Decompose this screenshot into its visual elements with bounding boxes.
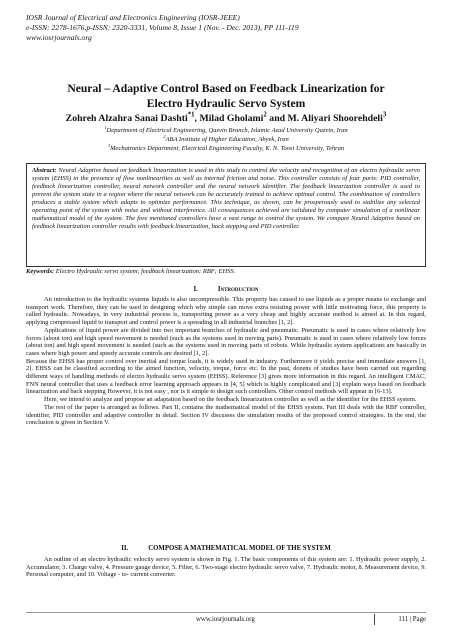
affiliation-2-mark: 2 (163, 133, 166, 139)
paragraph: An introduction to the hydraulic systems liquids is also uncompressible. This property has caused to use liquids as a proper means to exchange and transport work. Therefore, they can be used in designing which why simple can move extra resisting power with little motivating force, this property is called hydraulic. Nowadays, in very industrial process is, transporting power as a very cheap and highly accurate method is aimed at. In this regard, applying compressed liquid to transport and control power is a spreading in all industrial branches [1, 2]. (26, 296, 426, 327)
page-number: 111 | Page (398, 616, 426, 623)
affiliation-2-text: ABA Institute of Higher Education, Abyek, Iran (165, 136, 289, 143)
author-3: and M. Aliyari Shoorehdeli (266, 113, 383, 124)
section-1-heading (26, 286, 426, 294)
journal-header (26, 13, 426, 43)
section-2-heading (26, 545, 426, 553)
affiliation-3-mark: 3 (107, 142, 111, 148)
paragraph: The rest of the paper is arranged as follows. Part II, contains the mathematical model of the EHSS system. Part III deals with the RBF controller, identifier, PID controller and adaptive controller in detail. Section IV discusses the simulation results of the proposed control strategies. In the end, the conclusion is given in Section V. (26, 403, 426, 427)
section-2-number: II. (121, 545, 129, 552)
footer-rule (26, 612, 426, 613)
affiliation-1-mark: 1 (104, 124, 107, 130)
section-1-number: I. (193, 286, 198, 293)
keywords-text: Electro Hydraulic servo system; feedback linearization; RBF; EHSS. (54, 268, 236, 275)
author-3-mark: 3 (382, 111, 387, 119)
journal-name: IOSR Journal of Electrical and Electronics Engineering (IOSR-JEEE) (26, 13, 240, 22)
affiliation-3 (26, 142, 426, 153)
affiliation-1 (26, 124, 426, 135)
paragraph: Here, we intend to analyze and propose an adaptation based on the feedback linearization controller as well as the identifier for the EHSS system. (44, 396, 417, 404)
section-2-title: COMPOSE A MATHEMATICAL MODEL OF THE SYSTEM (148, 545, 331, 552)
section-1-body (26, 296, 426, 427)
abstract-label: Abstract: (32, 167, 57, 174)
journal-url[interactable]: www.iosrjournals.org (26, 33, 92, 42)
author-1: Zohreh Alzahra Sanai Dashti (65, 113, 188, 124)
journal-issn: e-ISSN: 2278-1676,p-ISSN: 2320-3331, Volume 8, Issue 1 (Nov. - Dec. 2013), PP 111-119 (26, 23, 299, 32)
abstract-text: Neural Adaptive based on feedback linearization is used in this study to control the velocity and recognition of an electro hydraulic servo system (EHSS) in the presence of flow nonlinearities as well as internal friction and noise. This controller consists of four parts: PID controller, feedback linearization controller, neural network controller and the neural network identifier. The feedback linearization controller is used to prevent the system state in a region where the neural network can be accurately trained to achieve optimal control. The combination of controllers produces a stable system which adapts to optimize performance. This technique, as shown, can be prosperously used to stabilize any selected operating point of the system with noise and without interference. All consequences achieved are validated by computer simulation of a nonlinear mathematical model of the system. The fore mentioned controllers have a vast range to control the system. We compare Neural Adaptive based on feedback linearization controller results with feedback linearization, back stepping and PID controller. (32, 167, 420, 230)
keywords (26, 268, 426, 276)
author-2: , Milad Gholami (194, 113, 264, 124)
footer-url[interactable]: www.iosrjournals.org (196, 616, 255, 623)
affiliation-3-text: Mechatronics Department, Electrical Engineering Faculty, K. N. Toosi University, Tehran (110, 145, 345, 152)
section-2-body (26, 556, 426, 579)
author-2-mark: 2 (263, 111, 267, 119)
paragraph: An outline of an electro hydraulic velocity servo system is shown in Fig. 1. The basic components of this system are: 1. Hydraulic power supply, 2. Accumulator, 3. Charge valve, 4. Pressure gauge device, 5. Filter, 6. Two-stage electro hydraulic servo valve, 7. Hydraulic motor, 8. Measurement device, 9. Personal computer, and 10. Voltage - to- current converter. (26, 556, 426, 579)
affiliation-2 (26, 133, 426, 144)
paper-title (26, 81, 426, 111)
paper-title-line-1: Neural – Adaptive Control Based on Feedback Linearization for (67, 82, 385, 95)
abstract-box (26, 163, 426, 267)
paragraph: Because the EHSS has proper control over inertial and torque loads, it is widely used in industry. Furthermore it yields precise and immediate answers [1, 2]. EHSS can be classified according to the aimed function, velocity, torque, force etc. In the past, dozens of studies have been carried out regarding different ways of handling methods of electro hydraulic servo system (EHSS). Reference [3] gives more information in this regard. An intelligent CMAC, FNN neural controller that uses a feedback error learning approach appears in [4, 5] which is highly complicated and [3] explain ways based on feedback linearization and back stepping However, it is not easy , nor is it simple to design such controllers. Other control methods will appear in [6-13]. (26, 357, 426, 396)
author-list (26, 113, 426, 125)
keywords-label: Keywords: (26, 268, 55, 275)
author-1-mark: *1 (187, 111, 195, 119)
affiliation-1-text: Department of Electrical Engineering, Qazvin Branch, Islamic Azad University Qazvin, Iran (106, 127, 348, 134)
paragraph: Applications of liquid power are divided into two important branches of hydraulic and pneumatic. Pneumatic is used in cases where relatively low forces (about ton) and high speed movement is needed (such as the systems used in moving parts). Pneumatic is used in cases where relatively low forces (about ton) and high speed movement is needed (such as the systems used in moving parts of robots. While hydraulic system applications are basically in cases where high power and speedy accurate controls are desired [1, 2]. (26, 326, 426, 357)
section-1-title: Introduction (217, 286, 259, 293)
paper-title-line-2: Electro Hydraulic Servo System (146, 97, 306, 110)
footer-separator (374, 614, 375, 625)
